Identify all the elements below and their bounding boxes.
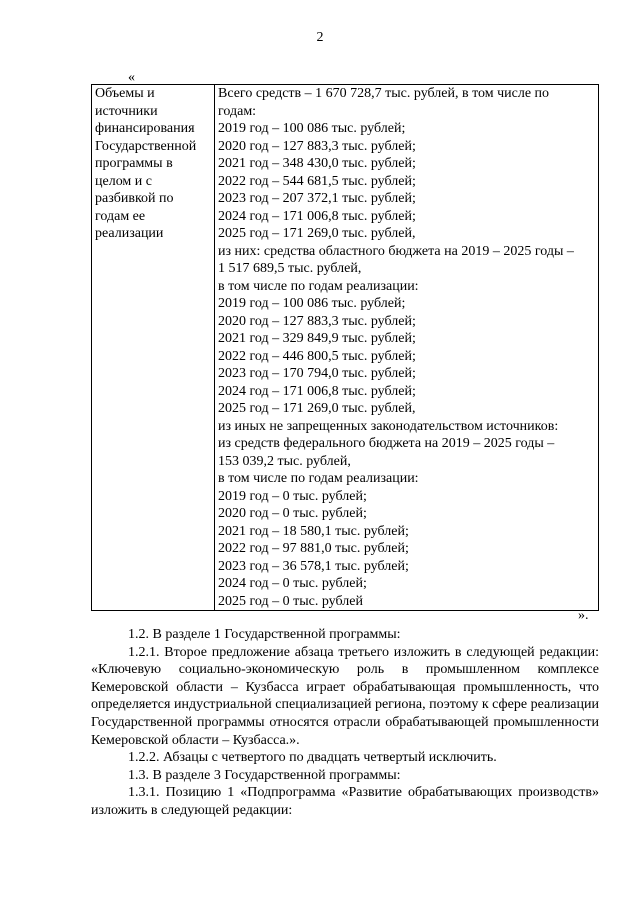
value-line: 2024 год – 0 тыс. рублей; bbox=[218, 576, 367, 591]
value-line: из иных не запрещенных законодательством источников: bbox=[218, 418, 559, 434]
table-value-cell bbox=[215, 85, 599, 611]
label-line: целом и с bbox=[95, 173, 152, 189]
value-line: 2022 год – 544 681,5 тыс. рублей; bbox=[218, 173, 416, 189]
paragraph: 1.3.1. Позицию 1 «Подпрограмма «Развитие обрабатывающих производств» изложить в следующей редакции: bbox=[91, 785, 599, 818]
financing-table bbox=[91, 84, 599, 611]
label-line: Объемы и bbox=[95, 86, 155, 101]
label-line: источники bbox=[95, 103, 158, 119]
page-number: 2 bbox=[316, 30, 324, 45]
label-line: реализации bbox=[95, 226, 164, 241]
label-line: Государственной bbox=[95, 138, 197, 154]
value-line: 2025 год – 0 тыс. рублей bbox=[218, 593, 363, 609]
label-line: разбивкой по bbox=[95, 191, 174, 206]
value-line: 2020 год – 0 тыс. рублей; bbox=[218, 506, 367, 521]
value-line: из них: средства областного бюджета на 2019 – 2025 годы – bbox=[218, 243, 574, 259]
value-line: 2022 год – 97 881,0 тыс. рублей; bbox=[218, 541, 409, 556]
paragraph: 1.2. В разделе 1 Государственной программы: bbox=[128, 627, 401, 642]
value-line: 153 039,2 тыс. рублей, bbox=[218, 453, 351, 469]
label-line: программы в bbox=[95, 156, 173, 171]
closing-quote-mark: ». bbox=[578, 608, 589, 623]
value-line: 2025 год – 171 269,0 тыс. рублей, bbox=[218, 226, 416, 241]
value-line: 2019 год – 100 086 тыс. рублей; bbox=[218, 296, 406, 311]
table-label-cell bbox=[92, 85, 215, 611]
value-line: в том числе по годам реализации: bbox=[218, 278, 419, 294]
value-line: в том числе по годам реализации: bbox=[218, 471, 419, 486]
paragraph: 1.2.2. Абзацы с четвертого по двадцать четвертый исключить. bbox=[128, 750, 497, 766]
value-line: 2022 год – 446 800,5 тыс. рублей; bbox=[218, 348, 416, 364]
paragraph: 1.2.1. Второе предложение абзаца третьего изложить в следующей редакции: «Ключевую социально-экономическую роль в промышленном комплексе Кемеровской области – Кузбасса играет обрабатывающая промышленность, что определяется индустриальной специализацией региона, поэтому к сфере реализации Государственной программы относятся отрасли обрабатывающей промышленности Кемеровской области – Кузбасса.». bbox=[91, 644, 599, 748]
value-line: 2025 год – 171 269,0 тыс. рублей, bbox=[218, 401, 416, 416]
value-line: Всего средств – 1 670 728,7 тыс. рублей, в том числе по bbox=[218, 86, 550, 101]
value-line: 2024 год – 171 006,8 тыс. рублей; bbox=[218, 208, 416, 224]
value-line: из средств федерального бюджета на 2019 – 2025 годы – bbox=[218, 436, 555, 451]
value-line: 2020 год – 127 883,3 тыс. рублей; bbox=[218, 138, 416, 154]
value-line: 2021 год – 348 430,0 тыс. рублей; bbox=[218, 156, 416, 171]
paragraph: 1.3. В разделе 3 Государственной программы: bbox=[128, 767, 401, 783]
value-line: 2020 год – 127 883,3 тыс. рублей; bbox=[218, 313, 416, 329]
value-line: 2021 год – 329 849,9 тыс. рублей; bbox=[218, 331, 416, 346]
amendment-text bbox=[91, 626, 599, 820]
value-line: 2023 год – 170 794,0 тыс. рублей; bbox=[218, 366, 416, 381]
value-line: 2019 год – 100 086 тыс. рублей; bbox=[218, 121, 406, 136]
value-line: 2019 год – 0 тыс. рублей; bbox=[218, 488, 367, 504]
value-line: 2024 год – 171 006,8 тыс. рублей; bbox=[218, 383, 416, 399]
opening-quote-mark: « bbox=[128, 70, 135, 85]
value-line: 2023 год – 207 372,1 тыс. рублей; bbox=[218, 191, 416, 206]
label-line: годам ее bbox=[95, 208, 146, 224]
table-row bbox=[92, 85, 599, 611]
value-line: 1 517 689,5 тыс. рублей, bbox=[218, 261, 362, 276]
value-line: 2023 год – 36 578,1 тыс. рублей; bbox=[218, 558, 409, 574]
value-line: годам: bbox=[218, 103, 257, 119]
label-line: финансирования bbox=[95, 121, 195, 136]
value-line: 2021 год – 18 580,1 тыс. рублей; bbox=[218, 523, 409, 539]
